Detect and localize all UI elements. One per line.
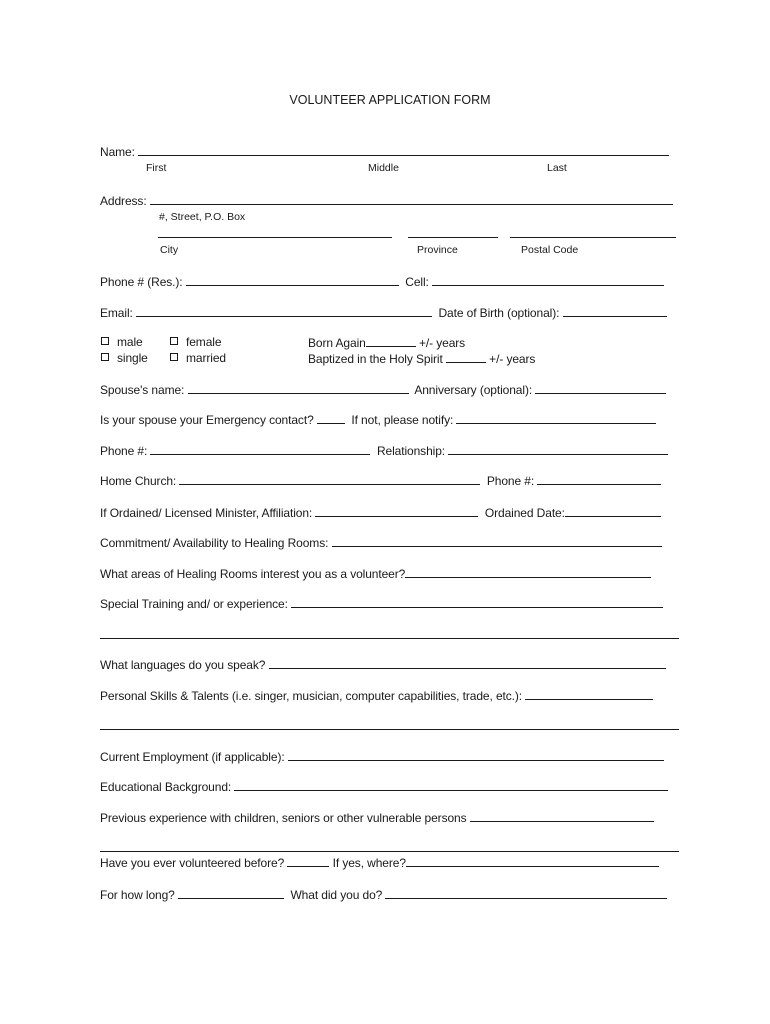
- anniversary-field[interactable]: [535, 382, 666, 394]
- male-label: male: [117, 335, 143, 349]
- married-checkbox[interactable]: [170, 353, 178, 361]
- female-option[interactable]: [170, 335, 221, 349]
- employment-field[interactable]: [288, 749, 664, 761]
- male-option[interactable]: [101, 335, 143, 349]
- volunteered-row: [100, 855, 659, 870]
- name-middle-caption: Middle: [368, 162, 399, 174]
- single-label: single: [117, 351, 148, 365]
- address-row: [100, 193, 673, 208]
- skills-field[interactable]: [525, 688, 653, 700]
- vulnerable-field[interactable]: [470, 810, 654, 822]
- anniversary-label: Anniversary (optional):: [414, 383, 533, 397]
- relationship-field[interactable]: [448, 443, 668, 455]
- areas-field[interactable]: [405, 566, 651, 578]
- single-option[interactable]: [101, 351, 148, 365]
- emergency-row: [100, 412, 656, 427]
- relationship-label: Relationship:: [376, 444, 446, 458]
- church-field[interactable]: [179, 473, 480, 485]
- email-field[interactable]: [136, 305, 432, 317]
- skills-row: [100, 688, 653, 703]
- name-last-caption: Last: [547, 162, 567, 174]
- whatdid-label: What did you do?: [290, 888, 383, 902]
- skills-label: Personal Skills & Talents (i.e. singer, musician, computer capabilities, trade, etc.):: [100, 689, 523, 703]
- baptized-label: Baptized in the Holy Spirit: [308, 352, 443, 366]
- volunteered-label: Have you ever volunteered before?: [100, 856, 285, 870]
- education-label: Educational Background:: [100, 780, 232, 794]
- languages-label: What languages do you speak?: [100, 658, 266, 672]
- postal-code-caption: Postal Code: [521, 244, 579, 256]
- email-label: Email:: [100, 306, 133, 320]
- affiliation-field[interactable]: [315, 505, 478, 517]
- notify-label: If not, please notify:: [351, 413, 454, 427]
- born-again-field[interactable]: [366, 335, 416, 347]
- single-checkbox[interactable]: [101, 353, 109, 361]
- name-row: [100, 144, 669, 159]
- employment-label: Current Employment (if applicable):: [100, 750, 285, 764]
- married-label: married: [186, 351, 226, 365]
- ordained-label: If Ordained/ Licensed Minister, Affiliation:: [100, 506, 313, 520]
- postal-code-field[interactable]: [510, 237, 676, 238]
- training-label: Special Training and/ or experience:: [100, 597, 288, 611]
- education-row: [100, 779, 668, 794]
- church-label: Home Church:: [100, 474, 177, 488]
- baptized-field[interactable]: [446, 351, 486, 363]
- province-caption: Province: [417, 244, 458, 256]
- vulnerable-extra-line[interactable]: [100, 851, 679, 852]
- education-field[interactable]: [234, 779, 668, 791]
- spouse-row: [100, 382, 666, 397]
- born-again-suffix: +/- years: [418, 336, 466, 350]
- address-field[interactable]: [150, 193, 673, 205]
- born-again-label: Born Again: [308, 336, 366, 350]
- vulnerable-row: [100, 810, 654, 825]
- ordained-date-label: Ordained Date:: [484, 506, 565, 520]
- ordained-row: [100, 505, 661, 520]
- church-row: [100, 473, 661, 488]
- married-option[interactable]: [170, 351, 226, 365]
- phone-res-label: Phone # (Res.):: [100, 275, 183, 289]
- province-field[interactable]: [408, 237, 498, 238]
- name-label: Name:: [100, 145, 135, 159]
- email-dob-row: [100, 305, 667, 320]
- city-field[interactable]: [158, 237, 392, 238]
- phone-res-field[interactable]: [186, 274, 399, 286]
- church-phone-label: Phone #:: [486, 474, 535, 488]
- where-label: If yes, where?: [332, 856, 406, 870]
- commitment-field[interactable]: [332, 535, 662, 547]
- training-row: [100, 596, 663, 611]
- notify-field[interactable]: [456, 412, 656, 424]
- address-street-caption: #, Street, P.O. Box: [159, 211, 246, 223]
- form-title: VOLUNTEER APPLICATION FORM: [289, 93, 491, 107]
- training-field[interactable]: [291, 596, 663, 608]
- howlong-label: For how long?: [100, 888, 175, 902]
- ordained-date-field[interactable]: [565, 505, 661, 517]
- female-checkbox[interactable]: [170, 337, 178, 345]
- areas-row: [100, 566, 651, 581]
- baptized-row: [308, 351, 535, 366]
- spouse-label: Spouse's name:: [100, 383, 185, 397]
- born-again-row: [308, 335, 465, 350]
- church-phone-field[interactable]: [537, 473, 661, 485]
- vulnerable-label: Previous experience with children, seniors or other vulnerable persons: [100, 811, 467, 825]
- areas-label: What areas of Healing Rooms interest you as a volunteer?: [100, 567, 406, 581]
- languages-field[interactable]: [269, 657, 666, 669]
- howlong-row: [100, 887, 667, 902]
- address-label: Address:: [100, 194, 147, 208]
- emergency-field[interactable]: [317, 412, 345, 424]
- baptized-suffix: +/- years: [489, 352, 536, 366]
- languages-row: [100, 657, 666, 672]
- commitment-label: Commitment/ Availability to Healing Rooms:: [100, 536, 329, 550]
- phone-cell-row: [100, 274, 664, 289]
- female-label: female: [186, 335, 222, 349]
- phone-relationship-row: [100, 443, 668, 458]
- spouse-field[interactable]: [188, 382, 409, 394]
- dob-field[interactable]: [563, 305, 667, 317]
- howlong-field[interactable]: [178, 887, 284, 899]
- cell-label: Cell:: [405, 275, 429, 289]
- dob-label: Date of Birth (optional):: [438, 306, 560, 320]
- commitment-row: [100, 535, 662, 550]
- volunteered-field[interactable]: [287, 855, 329, 867]
- emergency-label: Is your spouse your Emergency contact?: [100, 413, 314, 427]
- where-field[interactable]: [406, 855, 659, 867]
- name-first-caption: First: [146, 162, 167, 174]
- name-field[interactable]: [138, 144, 669, 156]
- training-extra-line[interactable]: [100, 638, 679, 639]
- whatdid-field[interactable]: [385, 887, 667, 899]
- cell-field[interactable]: [432, 274, 664, 286]
- phone2-field[interactable]: [150, 443, 370, 455]
- employment-row: [100, 749, 664, 764]
- skills-extra-line[interactable]: [100, 729, 679, 730]
- male-checkbox[interactable]: [101, 337, 109, 345]
- phone2-label: Phone #:: [100, 444, 148, 458]
- city-caption: City: [160, 244, 179, 256]
